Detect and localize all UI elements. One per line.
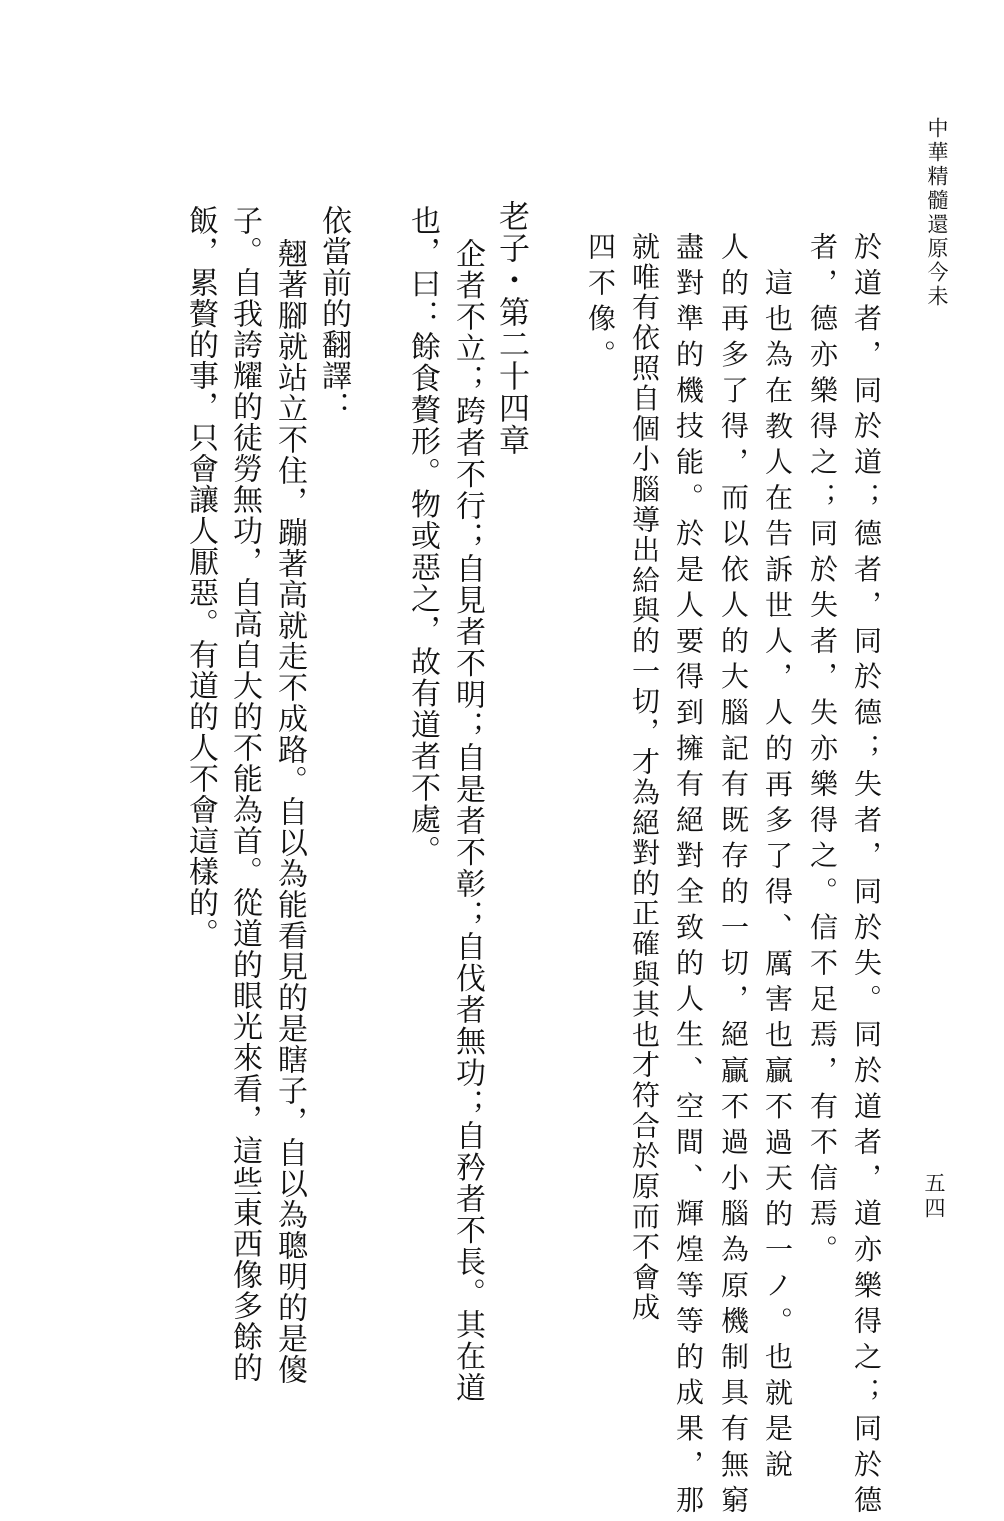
commentary-line: 就唯有依照自個小腦導出給與的一切，才為絕對的正確與其也才符合於原而不會成 bbox=[628, 232, 661, 1323]
page-number: 五四 bbox=[922, 1172, 946, 1222]
commentary-line: 人的再多了得，而以依人的大腦記有既存的一切，絕贏不過小腦為原機制具有無窮 bbox=[717, 232, 750, 1521]
translation-line: 子。自我誇耀的徒勞無功，自高自大的不能為首。從道的眼光來看，這些東西像多餘的 bbox=[227, 205, 262, 1383]
translation-line: 飯，累贅的事，只會讓人厭惡。有道的人不會這樣的。 bbox=[183, 205, 218, 949]
book-title-header: 中華精髓還原今未 bbox=[925, 117, 949, 309]
commentary-line: 盡對準的機技能。於是人要得到擁有絕對全致的人生、空間、輝煌等等的成果，那 bbox=[672, 232, 705, 1521]
original-text-line: 也，曰：餘食贅形。物或惡之，故有道者不處。 bbox=[405, 205, 440, 867]
commentary-line: 四不像。 bbox=[584, 232, 617, 376]
translation-heading: 依當前的翻譯： bbox=[316, 205, 351, 422]
original-text-line: 企者不立；跨者不行；自見者不明；自是者不彰；自伐者無功；自矜者不長。其在道 bbox=[450, 238, 485, 1404]
chapter-title: 老子・第二十四章 bbox=[493, 200, 529, 456]
translation-line: 翹著腳就站立不住，蹦著高就走不成路。自以為能看見的是瞎子，自以為聰明的是傻 bbox=[272, 238, 307, 1385]
commentary-line: 這也為在教人在告訴世人，人的再多了得、厲害也贏不過天的一ノ。也就是說 bbox=[761, 268, 794, 1486]
commentary-line: 於道者，同於道；德者，同於德；失者，同於失。同於道者，道亦樂得之；同於德 bbox=[850, 232, 883, 1521]
commentary-line: 者，德亦樂得之；同於失者，失亦樂得之。信不足焉，有不信焉。 bbox=[806, 232, 839, 1271]
